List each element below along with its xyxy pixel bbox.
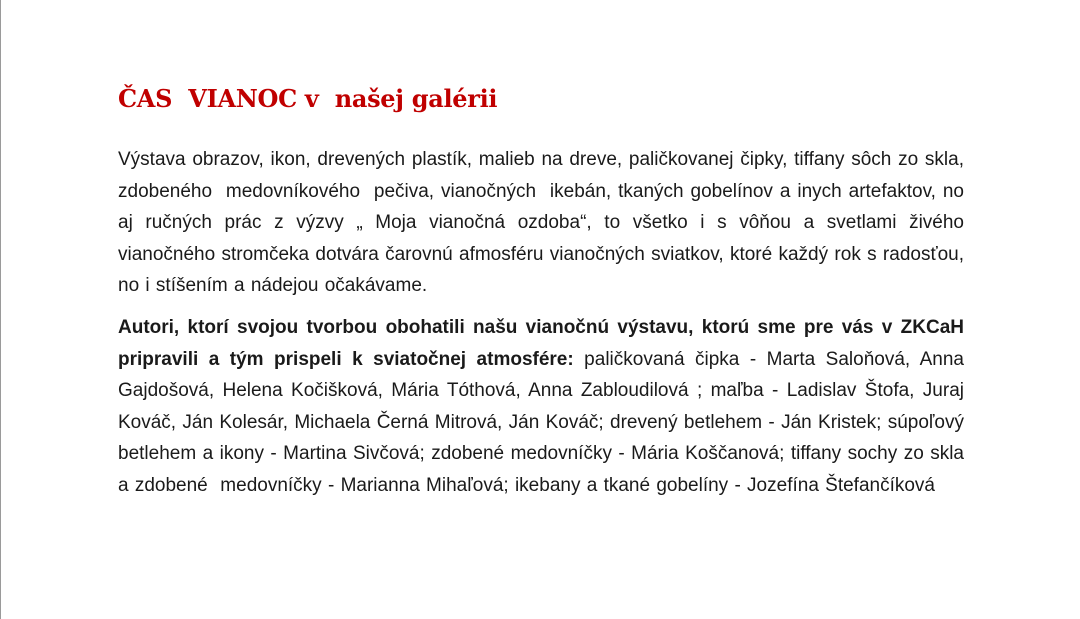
authors-paragraph bbox=[118, 312, 971, 502]
intro-paragraph: Výstava obrazov, ikon, drevených plastík, malieb na dreve, paličkovanej čipky, tiffany sôch zo skla, zdobeného medovníkového pečiva, vianočných ikebán, tkaných gobelínov a inych artefaktov, no aj ručných prác z výzvy „ Moja vianočná ozdoba“, to všetko i s vôňou a svetlami živého vianočného stromčeka dotvára čarovnú afmosféru vianočných sviatkov, ktoré každý rok s radosťou, no i stíšením a nádejou očakávame. bbox=[118, 149, 971, 297]
page-edge bbox=[0, 0, 1, 619]
document-body bbox=[118, 84, 971, 502]
authors-list-text: paličkovaná čipka - Marta Saloňová, Anna Gajdošová, Helena Kočišková, Mária Tóthová, Anna Zabloudilová ; maľba - Ladislav Štofa, Juraj Kováč, Ján Kolesár, Michaela Černá Mitrová, Ján Kováč; drevený betlehem - Ján Kristek; súpoľový betlehem a ikony - Martina Sivčová; zdobené medovníčky - Mária Koščanová; tiffany sochy zo skla a zdobené medovníčky - Marianna Mihaľová; ikebany a tkané gobelíny - Jozefína Štefančíková bbox=[118, 348, 971, 496]
document-title: ČAS VIANOC v našej galérii bbox=[118, 84, 498, 113]
authors-lead-text: Autori, ktorí svojou tvorbou obohatili našu vianočnú výstavu, ktorú sme pre vás v ZKCaH pripravili a tým prispeli k sviatočnej atmosfére: bbox=[118, 316, 971, 370]
